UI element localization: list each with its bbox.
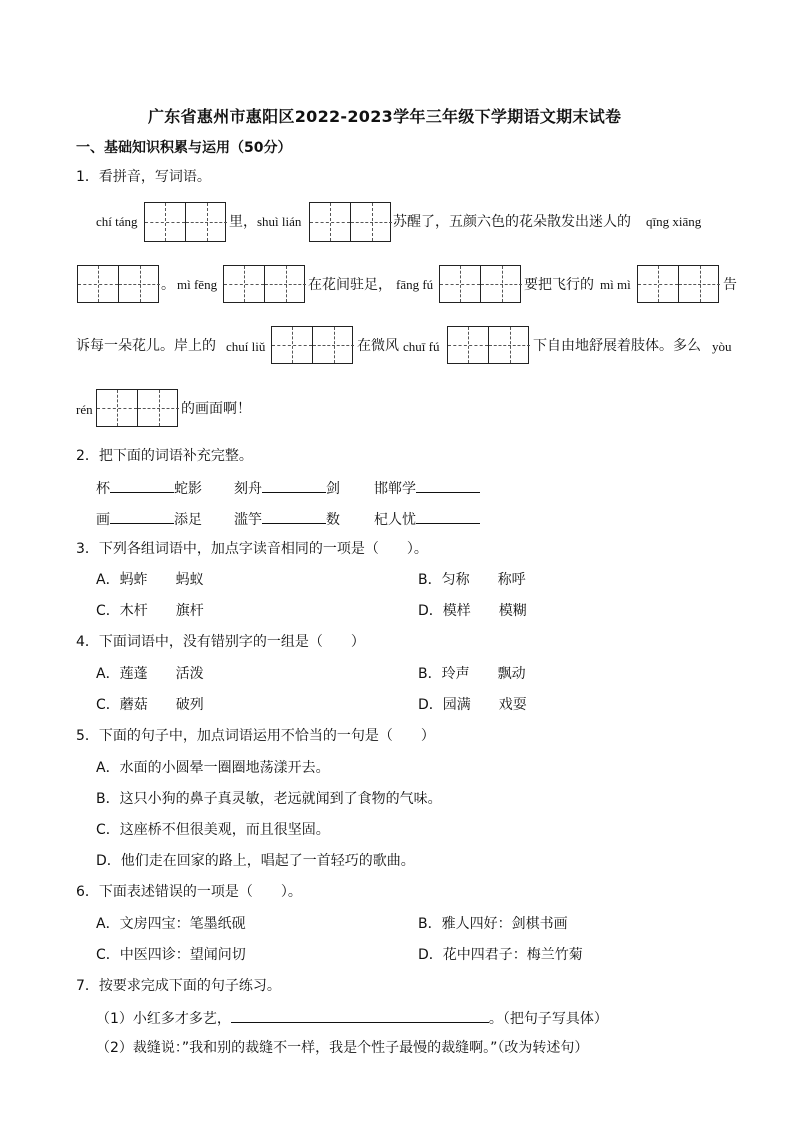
option-d[interactable]: D．他们走在回家的路上，唱起了一首轻巧的歌曲。 (96, 853, 415, 869)
option-c[interactable]: C．中医四诊：望闻问切 (96, 947, 246, 963)
idiom-blank[interactable] (110, 478, 174, 493)
idiom-blank[interactable] (262, 509, 326, 524)
pinyin-fang-fu: fāng fú (396, 277, 434, 292)
idiom-row (96, 509, 202, 529)
sentence-exercise-1 (96, 1008, 608, 1028)
option-d[interactable]: D．花中四君子：梅兰竹菊 (418, 947, 583, 963)
answer-grid-shui-lian[interactable] (309, 202, 391, 242)
idiom-row (96, 478, 202, 498)
idiom-prefix: 滥竽 (234, 512, 262, 528)
answer-grid-mi-feng[interactable] (223, 265, 305, 303)
idiom-suffix: 数 (326, 512, 340, 528)
option-d[interactable]: D．园满 戏耍 (418, 697, 527, 713)
text-fragment: 在微风 (357, 338, 399, 354)
text-fragment: 下自由地舒展着肢体。多么 (533, 338, 701, 354)
idiom-row (374, 478, 480, 498)
pinyin-shui-lian: shuì lián (257, 214, 302, 229)
pinyin-qing-xiang: qīng xiāng (646, 214, 702, 229)
idiom-row (374, 509, 480, 529)
option-b[interactable]: B．匀称 称呼 (418, 572, 526, 588)
idiom-row (234, 509, 340, 529)
option-a[interactable]: A．水面的小圆晕一圈圈地荡漾开去。 (96, 760, 330, 776)
text-fragment: 告 (723, 277, 737, 293)
sentence-suffix: 。（把句子写具体） (488, 1011, 608, 1027)
text-fragment: 。 (161, 277, 175, 293)
answer-grid-chui-liu[interactable] (271, 326, 353, 364)
option-a[interactable]: A．蚂蚱 蚂蚁 (96, 572, 204, 588)
sentence-prefix: （1）小红多才多艺， (96, 1011, 231, 1027)
option-b[interactable]: B．雅人四好：剑棋书画 (418, 916, 568, 932)
option-c[interactable]: C．蘑菇 破列 (96, 697, 204, 713)
text-fragment: 的画面啊！ (181, 401, 251, 417)
text-fragment: 在花间驻足， (308, 277, 392, 293)
question-7-label: 7．按要求完成下面的句子练习。 (76, 978, 281, 994)
idiom-blank[interactable] (262, 478, 326, 493)
idiom-suffix: 蛇影 (174, 481, 202, 497)
question-4-label: 4．下面词语中，没有错别字的一组是（ ） (76, 634, 365, 650)
pinyin-chi-tang: chí táng (96, 214, 138, 229)
text-fragment: 苏醒了，五颜六色的花朵散发出迷人的 (393, 214, 631, 230)
pinyin-chui-fu: chuī fú (403, 339, 440, 354)
section-heading: 一、基础知识积累与运用（50分） (76, 140, 292, 156)
pinyin-you: yòu (712, 339, 732, 354)
option-c[interactable]: C．这座桥不但很美观，而且很坚固。 (96, 822, 330, 838)
idiom-prefix: 杯 (96, 481, 110, 497)
question-3-label: 3．下列各组词语中，加点字读音相同的一项是（ ）。 (76, 541, 428, 557)
pinyin-mi-feng: mì fēng (177, 277, 218, 292)
option-a[interactable]: A．文房四宝：笔墨纸砚 (96, 916, 246, 932)
idiom-suffix: 添足 (174, 512, 202, 528)
sentence-exercise-2: （2）裁缝说：”我和别的裁缝不一样，我是个性子最慢的裁缝啊。”（改为转述句） (96, 1040, 589, 1056)
page-title: 广东省惠州市惠阳区2022-2023学年三年级下学期语文期末试卷 (148, 107, 622, 126)
idiom-blank[interactable] (416, 478, 480, 493)
question-2-label: 2．把下面的词语补充完整。 (76, 448, 253, 464)
idiom-row (234, 478, 340, 498)
text-fragment: 里， (229, 214, 257, 230)
answer-blank[interactable] (231, 1008, 489, 1023)
pinyin-mi-mi: mì mì (600, 277, 631, 292)
question-1-label: 1．看拼音，写词语。 (76, 169, 211, 185)
idiom-suffix: 剑 (326, 481, 340, 497)
option-d[interactable]: D．模样 模糊 (418, 603, 527, 619)
question-5-label: 5．下面的句子中，加点词语运用不恰当的一句是（ ） (76, 728, 435, 744)
question-6-label: 6．下面表述错误的一项是（ ）。 (76, 884, 302, 900)
answer-grid-chui-fu[interactable] (447, 326, 529, 364)
option-b[interactable]: B．这只小狗的鼻子真灵敏，老远就闻到了食物的气味。 (96, 791, 442, 807)
idiom-blank[interactable] (416, 509, 480, 524)
idiom-prefix: 画 (96, 512, 110, 528)
idiom-prefix: 邯郸学 (374, 481, 416, 497)
answer-grid-mi-mi[interactable] (637, 265, 719, 303)
text-fragment: 要把飞行的 (524, 277, 594, 293)
option-a[interactable]: A．莲蓬 活泼 (96, 666, 204, 682)
option-b[interactable]: B．玲声 飘动 (418, 666, 526, 682)
pinyin-chui-liu: chuí liǔ (226, 339, 266, 354)
pinyin-ren: rén (76, 402, 93, 417)
idiom-prefix: 杞人忧 (374, 512, 416, 528)
idiom-prefix: 刻舟 (234, 481, 262, 497)
option-c[interactable]: C．木杆 旗杆 (96, 603, 204, 619)
answer-grid-you-ren[interactable] (96, 389, 178, 427)
answer-grid-qing-xiang[interactable] (77, 265, 159, 303)
idiom-blank[interactable] (110, 509, 174, 524)
text-fragment: 诉每一朵花儿。岸上的 (76, 338, 216, 354)
answer-grid-chi-tang[interactable] (144, 202, 226, 242)
answer-grid-fang-fu[interactable] (439, 265, 521, 303)
